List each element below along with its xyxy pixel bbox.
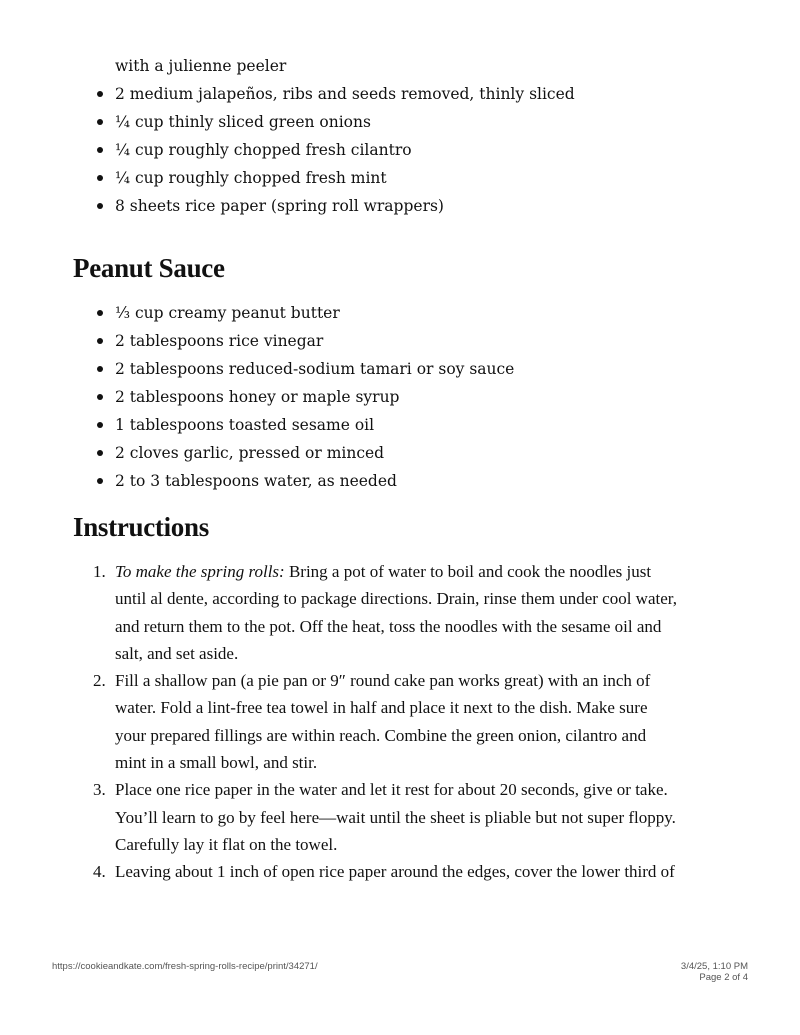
list-item: 2 tablespoons rice vinegar <box>95 330 514 358</box>
step-line: salt, and set aside. <box>115 643 239 663</box>
instruction-step <box>90 776 740 858</box>
list-item: 2 cloves garlic, pressed or minced <box>95 442 514 470</box>
list-item: 2 to 3 tablespoons water, as needed <box>95 470 514 498</box>
step-line: Place one rice paper in the water and let it rest for about 20 seconds, give or take. <box>115 780 668 800</box>
step-line: Carefully lay it flat on the towel. <box>115 834 338 854</box>
list-item: 2 tablespoons reduced-sodium tamari or soy sauce <box>95 358 514 386</box>
bullet-icon <box>97 175 103 181</box>
instruction-step <box>90 667 740 776</box>
bullet-icon <box>97 147 103 153</box>
step-line: and return them to the pot. Off the heat, toss the noodles with the sesame oil and <box>115 616 662 636</box>
bullet-icon <box>97 91 103 97</box>
peanut-sauce-ingredient-list <box>95 302 514 498</box>
spring-roll-ingredient-list <box>95 83 575 223</box>
step-line: To make the spring rolls: Bring a pot of water to boil and cook the noodles just <box>115 562 652 581</box>
list-item: 2 tablespoons honey or maple syrup <box>95 386 514 414</box>
instruction-step <box>90 858 740 885</box>
list-item: 2 medium jalapeños, ribs and seeds removed, thinly sliced <box>95 83 575 111</box>
footer-datetime: 3/4/25, 1:10 PM <box>680 961 748 972</box>
step-line: your prepared fillings are within reach. Combine the green onion, cilantro and <box>115 725 647 745</box>
step-number: 4. <box>93 862 106 882</box>
list-item: 1 tablespoons toasted sesame oil <box>95 414 514 442</box>
list-item: ¼ cup roughly chopped fresh mint <box>95 167 575 195</box>
ingredient-continuation: with a julienne peeler <box>115 57 287 75</box>
list-item: ¼ cup thinly sliced green onions <box>95 111 575 139</box>
step-number: 3. <box>93 780 106 800</box>
bullet-icon <box>97 422 103 428</box>
instructions-list <box>90 558 740 886</box>
step-lead-italic: To make the spring rolls: <box>115 562 285 581</box>
step-line: You’ll learn to go by feel here—wait until the sheet is pliable but not super floppy. <box>115 807 676 827</box>
step-line: until al dente, according to package directions. Drain, rinse them under cool water, <box>115 589 678 609</box>
bullet-icon <box>97 119 103 125</box>
step-line: Fill a shallow pan (a pie pan or 9″ round cake pan works great) with an inch of <box>115 671 651 691</box>
footer-url: https://cookieandkate.com/fresh-spring-rolls-recipe/print/34271/ <box>52 961 318 972</box>
list-item: 8 sheets rice paper (spring roll wrappers) <box>95 195 575 223</box>
list-item: ¼ cup roughly chopped fresh cilantro <box>95 139 575 167</box>
step-line: water. Fold a lint-free tea towel in half and place it next to the dish. Make sure <box>115 698 648 718</box>
bullet-icon <box>97 394 103 400</box>
footer-meta <box>681 961 748 983</box>
bullet-icon <box>97 478 103 484</box>
bullet-icon <box>97 366 103 372</box>
footer-page-number: Page 2 of 4 <box>699 972 748 983</box>
instructions-heading: Instructions <box>73 512 209 542</box>
step-number: 1. <box>93 562 106 581</box>
step-number: 2. <box>93 671 106 691</box>
instruction-step <box>90 558 740 667</box>
bullet-icon <box>97 338 103 344</box>
bullet-icon <box>97 450 103 456</box>
peanut-sauce-heading: Peanut Sauce <box>73 253 225 283</box>
bullet-icon <box>97 203 103 209</box>
step-line: mint in a small bowl, and stir. <box>115 753 318 773</box>
step-line: Leaving about 1 inch of open rice paper around the edges, cover the lower third of <box>115 862 675 882</box>
bullet-icon <box>97 310 103 316</box>
list-item: ⅓ cup creamy peanut butter <box>95 302 514 330</box>
